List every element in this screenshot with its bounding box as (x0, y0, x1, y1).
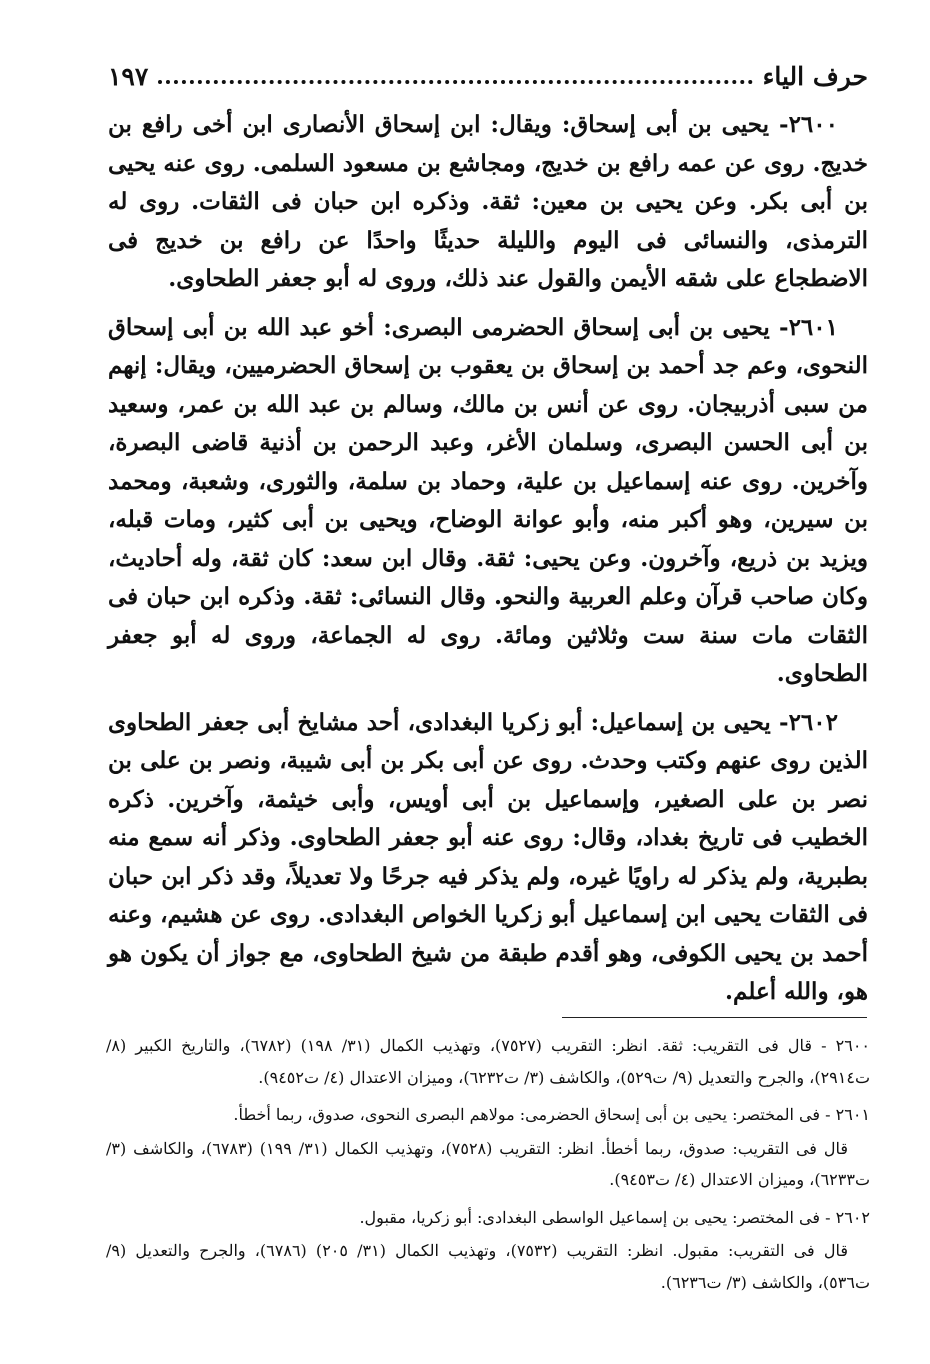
footnote-2600: ٢٦٠٠ - قال فى التقريب: ثقة. انظر: التقريب (٧٥٢٧)، وتهذيب الكمال (٣١/ ١٩٨) (٦٧٨٢)، والتاريخ الكبير (٨/ ت٢٩١٤)، والجرح والتعديل (٩/ ت٥٢٩)، والكاشف (٣/ ت٦٢٣٢)، وميزان الاعتدال (٤/ ت٩٤٥٢). (106, 1036, 870, 1087)
entry-2600: ٢٦٠٠- يحيى بن أبى إسحاق: ويقال: ابن إسحاق الأنصارى ابن أخى رافع بن خديج. روى عن عمه رافع بن خديج، ومجاشع بن مسعود السلمى. روى عنه يحيى بن أبى بكر. وعن يحيى بن معين: ثقة. وذكره ابن حبان فى الثقات. روى له الترمذى، والنسائى فى اليوم والليلة حديثًا واحدًا عن رافع بن خديج فى الاضطجاع على شقه الأيمن والقول عند ذلك، وروى له أبو جعفر الطحاوى. (108, 111, 868, 292)
footnote-2602-mukhtasar: ٢٦٠٢ - فى المختصر: يحيى بن إسماعيل الواسطى البغدادى: أبو زكريا، مقبول. (359, 1207, 870, 1227)
section-title: حرف الياء (762, 61, 868, 91)
entry-2601: ٢٦٠١- يحيى بن أبى إسحاق الحضرمى البصرى: أخو عبد الله بن أبى إسحاق النحوى، وعم جد أحمد بن إسحاق بن يعقوب بن إسحاق الحضرميين، ويقال: إنهم من سبى أذربيجان. روى عن أنس بن مالك، وسالم بن عبد الله بن عمر، وسعيد بن أبى الحسن البصرى، وسلمان الأغر، وعبد الرحمن بن أذنية قاضى البصرة، وآخرين. روى عنه إسماعيل بن علية، وحماد بن سلمة، والثورى، وشعبة، ومحمد بن سيرين، وهو أكبر منه، وأبو عوانة الوضاح، ويحيى بن أبى كثير، ومات قبله، ويزيد بن ذريع، وآخرون. وعن يحيى: ثقة. وقال ابن سعد: كان ثقة، وله أحاديث، وكان صاحب قرآن وعلم العربية والنحو. وقال النسائى: ثقة. وذكره ابن حبان فى الثقات مات سنة ست وثلاثين ومائة. روى له الجماعة، وروى له أبو جعفر الطحاوى. (108, 313, 868, 687)
footnote-separator (562, 1017, 867, 1018)
entry-2602: ٢٦٠٢- يحيى بن إسماعيل: أبو زكريا البغدادى، أحد مشايخ أبى جعفر الطحاوى الذين روى عنهم وكتب وحدث. روى عن أبى بكر بن أبى شيبة، ونصر بن على بن نصر بن على الصغير، وإسماعيل بن أبى أويس، وأبى خيثمة، وآخرين. ذكره الخطيب فى تاريخ بغداد، وقال: روى عنه أبو جعفر الطحاوى. وذكر أنه سمع منه بطبرية، ولم يذكر له راويًا غيره، ولم يذكر فيه جرحًا ولا تعديلاً، وقد ذكر ابن حبان فى الثقات يحيى ابن إسماعيل أبو زكريا الخواص البغدادى. روى عن هشيم، وعنه أحمد بن يحيى الكوفى، وهو أقدم طبقة من شيخ الطحاوى، مع جواز أن يكون هو هو، والله أعلم. (108, 708, 868, 1005)
page-number: ١٩٧ (108, 61, 149, 91)
running-header (108, 56, 868, 96)
footnote-2601-mukhtasar: ٢٦٠١ - فى المختصر: يحيى بن أبى إسحاق الحضرمى: مولاهم البصرى النحوى، صدوق، ربما أخطأ. (233, 1105, 870, 1124)
header-dot-leader (158, 80, 752, 84)
footnotes (106, 1030, 870, 1304)
footnote-2602-taqrib: قال فى التقريب: مقبول. انظر: التقريب (٧٥٣٢)، وتهذيب الكمال (٣١/ ٢٠٥) (٦٧٨٦)، والجرح والتعديل (٩/ ت٥٣٦)، والكاشف (٣/ ت٦٢٣٦). (106, 1241, 870, 1292)
main-text (108, 106, 868, 1022)
footnote-2601-taqrib: قال فى التقريب: صدوق، ربما أخطأ. انظر: التقريب (٧٥٢٨)، وتهذيب الكمال (٣١/ ١٩٩) (٦٧٨٣)، والكاشف (٣/ ت٦٢٣٣)، وميزان الاعتدال (٤/ ت٩٤٥٣). (106, 1138, 870, 1189)
